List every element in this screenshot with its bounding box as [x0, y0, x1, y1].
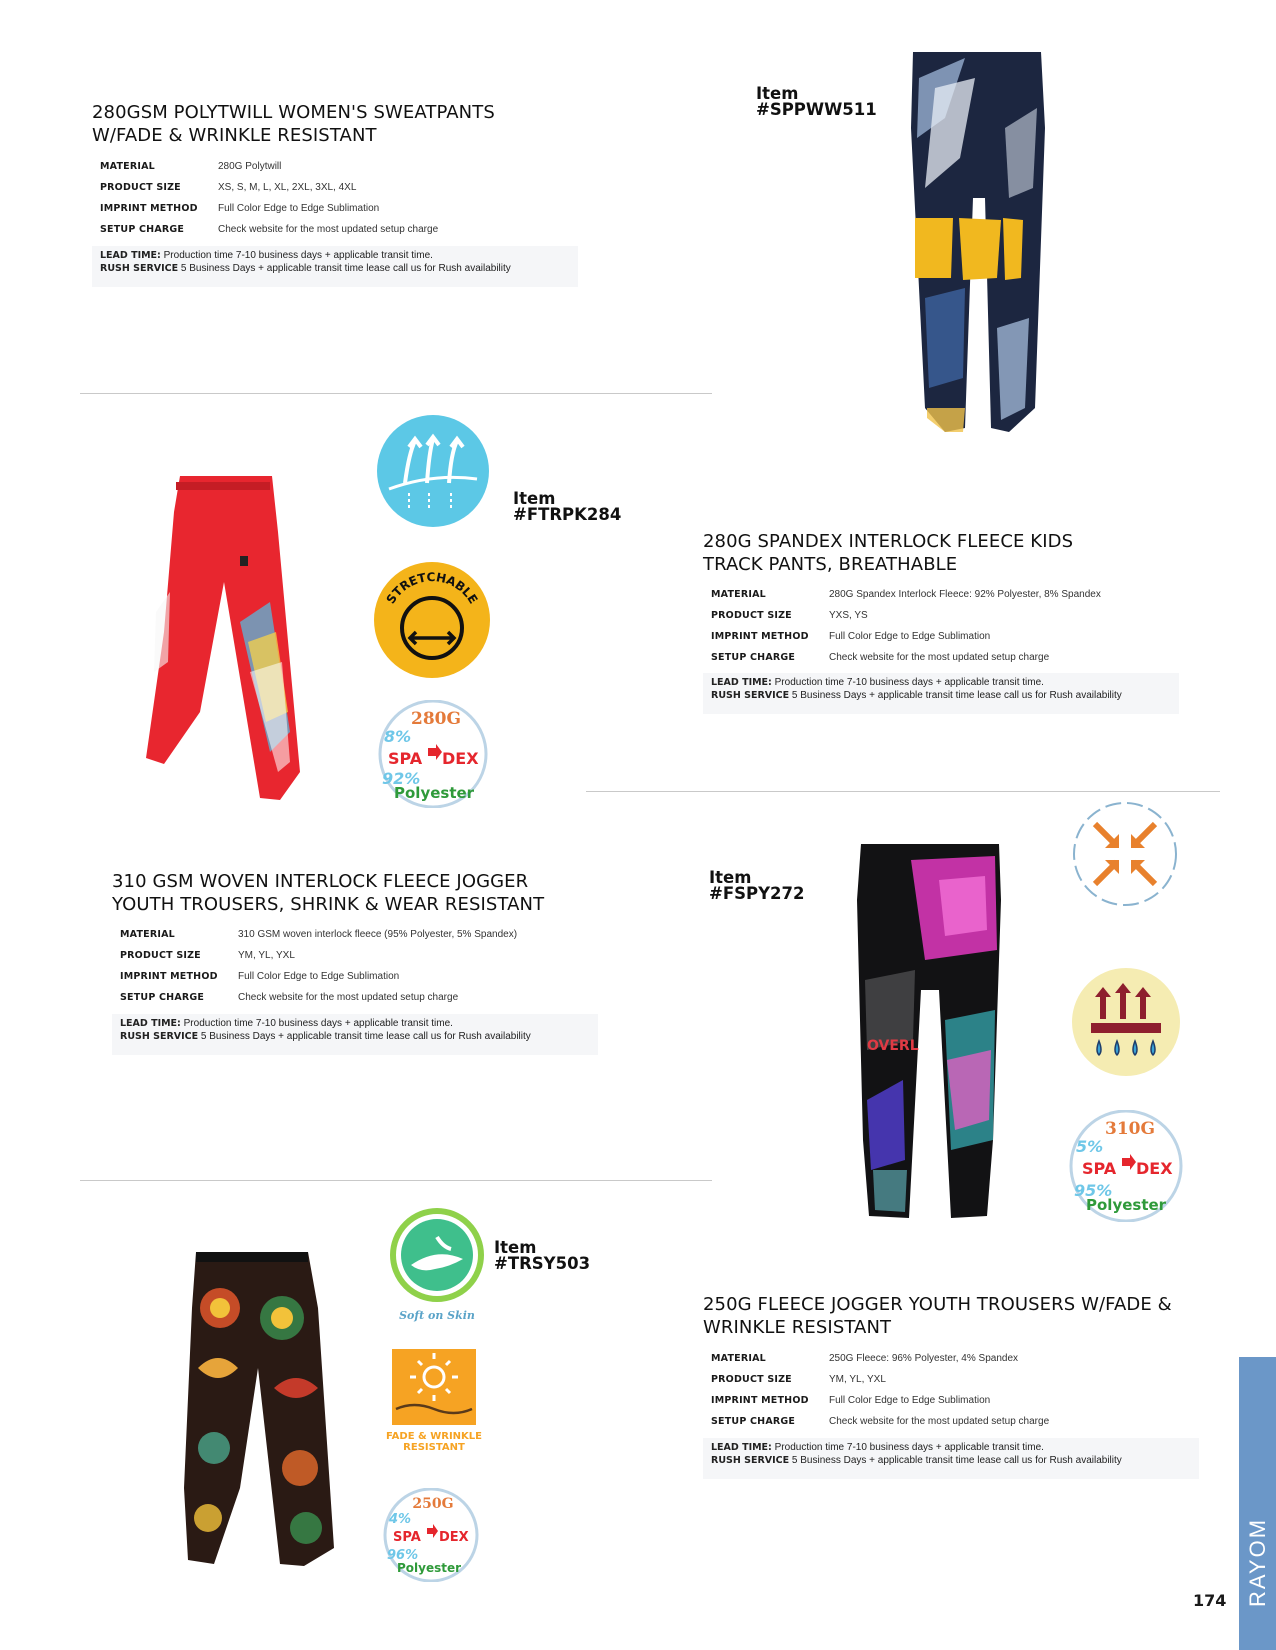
spec-value: Full Color Edge to Edge Sublimation [238, 971, 400, 982]
title-line-2: W/FADE & WRINKLE RESISTANT [92, 125, 377, 146]
spec-value: Full Color Edge to Edge Sublimation [218, 203, 380, 214]
spec-row [120, 970, 517, 991]
spec-key: IMPRINT METHOD [711, 1395, 809, 1406]
spec-key: IMPRINT METHOD [711, 631, 809, 642]
title-line-1: 250G FLEECE JOGGER YOUTH TROUSERS W/FADE & [703, 1294, 1172, 1315]
item-number-trsy503 [494, 1240, 590, 1272]
product-image-red-track-pants [140, 472, 320, 807]
spec-row [711, 630, 1101, 651]
title-line-2: YOUTH TROUSERS, SHRINK & WEAR RESISTANT [112, 894, 545, 915]
product-title-trsy503 [703, 1293, 1172, 1339]
spec-key: MATERIAL [100, 161, 155, 172]
spec-row [711, 1352, 1049, 1373]
title-line-1: 310 GSM WOVEN INTERLOCK FLEECE JOGGER [112, 871, 529, 892]
lead-time-label: LEAD TIME: [711, 1442, 772, 1453]
fabric-weight: 310G [1104, 1119, 1156, 1139]
fabric-weight: 280G [410, 709, 462, 729]
spec-value: YXS, YS [829, 610, 868, 621]
lead-time-text: Production time 7-10 business days + applicable transit time. [771, 677, 1044, 688]
shrink-resistant-icon [1071, 800, 1179, 908]
lead-time-label: LEAD TIME: [120, 1018, 181, 1029]
spec-value: YM, YL, YXL [829, 1374, 886, 1385]
section-divider [80, 393, 712, 394]
spandex-percent: 8% [384, 727, 412, 746]
item-code: #FSPY272 [709, 884, 805, 903]
spec-value: Full Color Edge to Edge Sublimation [829, 631, 991, 642]
spec-row [711, 1373, 1049, 1394]
spandex-text-left: SPA [388, 749, 423, 768]
spec-row [120, 928, 517, 949]
rush-service-label: RUSH SERVICE [100, 262, 179, 274]
item-code: #TRSY503 [494, 1254, 591, 1273]
lead-time-text: Production time 7-10 business days + applicable transit time. [771, 1442, 1044, 1453]
item-label: Item [756, 84, 799, 103]
item-label: Item [709, 868, 752, 887]
lead-time-box [703, 1438, 1199, 1479]
item-number-sppww511 [756, 86, 877, 118]
fabric-composition-badge [376, 700, 490, 808]
spec-key: PRODUCT SIZE [100, 182, 181, 193]
spandex-text-right: DEX [442, 749, 479, 768]
rush-service-label: RUSH SERVICE [711, 689, 790, 701]
spec-row [120, 949, 517, 970]
spec-row [100, 223, 438, 244]
section-divider [80, 1180, 712, 1181]
fade-wrinkle-resistant-icon [384, 1347, 488, 1451]
spec-value: XS, S, M, L, XL, 2XL, 3XL, 4XL [218, 182, 357, 193]
spec-table [711, 1352, 1049, 1436]
spec-value: 280G Polytwill [218, 161, 282, 172]
fabric-composition-badge [383, 1488, 479, 1582]
spec-row [100, 202, 438, 223]
polyester-text: Polyester [394, 784, 475, 802]
spec-row [100, 160, 438, 181]
rush-service-label: RUSH SERVICE [711, 1454, 790, 1466]
spec-row [711, 588, 1101, 609]
spec-key: SETUP CHARGE [120, 992, 205, 1003]
spec-table [711, 588, 1101, 672]
product-title-fspy272 [112, 870, 544, 916]
spec-key: SETUP CHARGE [100, 224, 185, 235]
section-divider [586, 791, 1220, 792]
brand-name: RAYOM [1244, 1517, 1270, 1607]
item-label: Item [513, 489, 556, 508]
product-title-ftrpk284 [703, 530, 1073, 576]
svg-text:OVERL: OVERL [867, 1038, 919, 1054]
spec-value: Check website for the most updated setup charge [829, 1416, 1050, 1427]
title-line-1: 280GSM POLYTWILL WOMEN'S SWEATPANTS [92, 102, 495, 123]
title-line-2: WRINKLE RESISTANT [703, 1317, 892, 1338]
polyester-text: Polyester [397, 1561, 462, 1575]
lead-time-box [112, 1014, 598, 1055]
polyester-percent: 96% [387, 1548, 419, 1563]
spec-row [711, 1415, 1049, 1436]
rush-service-label: RUSH SERVICE [120, 1030, 199, 1042]
spec-key: PRODUCT SIZE [711, 610, 792, 621]
item-number-fspy272 [709, 870, 804, 902]
spandex-text-right: DEX [439, 1530, 469, 1545]
product-title-sppww511 [92, 101, 495, 147]
moisture-wicking-icon [1071, 967, 1181, 1077]
spec-value: 310 GSM woven interlock fleece (95% Polyester, 5% Spandex) [238, 929, 518, 940]
lead-time-label: LEAD TIME: [711, 677, 772, 688]
spandex-percent: 5% [1076, 1137, 1104, 1156]
fabric-composition-badge [1068, 1110, 1184, 1222]
spec-key: SETUP CHARGE [711, 1416, 796, 1427]
fade-wrinkle-text-1: FADE & WRINKLE [385, 1431, 483, 1442]
spec-key: SETUP CHARGE [711, 652, 796, 663]
spec-value: Check website for the most updated setup charge [238, 992, 459, 1003]
spec-table [120, 928, 517, 1012]
lead-time-box [703, 673, 1179, 714]
spec-value: YM, YL, YXL [238, 950, 295, 961]
spec-row [711, 1394, 1049, 1415]
spec-key: PRODUCT SIZE [711, 1374, 792, 1385]
spec-value: 250G Fleece: 96% Polyester, 4% Spandex [829, 1353, 1019, 1364]
lead-time-box [92, 246, 578, 287]
item-code: #FTRPK284 [513, 505, 622, 524]
fabric-weight: 250G [412, 1496, 454, 1512]
polyester-text: Polyester [1086, 1196, 1167, 1214]
rush-service-text: 5 Business Days + applicable transit time lease call us for Rush availability [178, 262, 511, 274]
spec-row [120, 991, 517, 1012]
rush-service-text: 5 Business Days + applicable transit time lease call us for Rush availability [789, 689, 1122, 701]
rush-service-text: 5 Business Days + applicable transit time lease call us for Rush availability [198, 1030, 531, 1042]
lead-time-text: Production time 7-10 business days + applicable transit time. [160, 250, 433, 261]
lead-time-label: LEAD TIME: [100, 250, 161, 261]
spec-table [100, 160, 438, 244]
title-line-2: TRACK PANTS, BREATHABLE [703, 554, 958, 575]
spec-row [711, 651, 1101, 672]
spec-key: IMPRINT METHOD [100, 203, 198, 214]
spec-key: MATERIAL [120, 929, 175, 940]
item-number-ftrpk284 [513, 491, 621, 523]
spec-key: MATERIAL [711, 1353, 766, 1364]
spandex-text-right: DEX [1136, 1159, 1173, 1178]
spec-key: IMPRINT METHOD [120, 971, 218, 982]
polyester-percent: 95% [1074, 1181, 1113, 1200]
polyester-percent: 92% [382, 769, 421, 788]
spec-value: Check website for the most updated setup charge [829, 652, 1050, 663]
page-number: 174 [1193, 1591, 1227, 1610]
soft-on-skin-icon [381, 1207, 493, 1327]
product-image-graphic-jogger [855, 840, 1005, 1220]
spec-value: 280G Spandex Interlock Fleece: 92% Polyester, 8% Spandex [829, 589, 1101, 600]
breathable-icon [375, 413, 491, 529]
spandex-text-left: SPA [393, 1530, 421, 1545]
spandex-text-left: SPA [1082, 1159, 1117, 1178]
spec-value: Check website for the most updated setup charge [218, 224, 439, 235]
product-image-navy-sweatpants [905, 48, 1055, 438]
spec-row [711, 609, 1101, 630]
spandex-percent: 4% [389, 1512, 412, 1527]
stretchable-icon [372, 560, 492, 680]
spec-key: MATERIAL [711, 589, 766, 600]
fade-wrinkle-text-2: RESISTANT [403, 1442, 465, 1451]
spec-key: PRODUCT SIZE [120, 950, 201, 961]
product-image-patterned-jogger [178, 1248, 336, 1570]
lead-time-text: Production time 7-10 business days + applicable transit time. [180, 1018, 453, 1029]
brand-side-tab [1239, 1357, 1276, 1650]
item-label: Item [494, 1238, 537, 1257]
rush-service-text: 5 Business Days + applicable transit time lease call us for Rush availability [789, 1454, 1122, 1466]
item-code: #SPPWW511 [756, 100, 877, 119]
stretchable-text: STRETCHABLE [383, 570, 481, 607]
spec-row [100, 181, 438, 202]
title-line-1: 280G SPANDEX INTERLOCK FLEECE KIDS [703, 531, 1074, 552]
soft-on-skin-text: Soft on Skin [399, 1309, 475, 1322]
spec-value: Full Color Edge to Edge Sublimation [829, 1395, 991, 1406]
